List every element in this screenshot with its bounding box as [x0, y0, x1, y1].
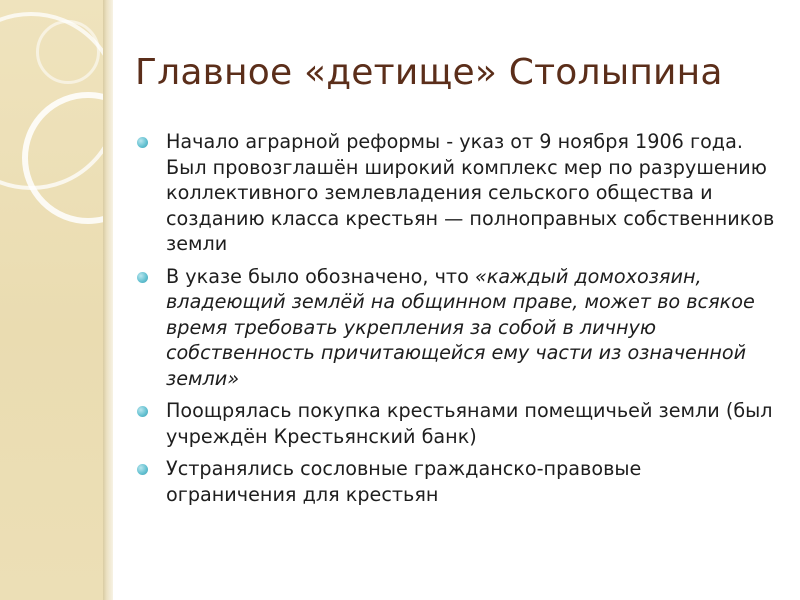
- bullet-icon: [137, 272, 148, 283]
- bullet-quote: «каждый домохозяин, владеющий землёй на общинном праве, может во всякое время требовать укрепления за собой в личную собственность причитающейся ему части из означенной земли»: [166, 264, 755, 390]
- decorative-side-panel: [0, 0, 103, 600]
- bullet-item: [136, 264, 776, 392]
- ring-decoration-icon: [36, 20, 100, 84]
- bullet-icon: [137, 464, 148, 475]
- bullet-item: [136, 398, 776, 449]
- side-panel-edge: [103, 0, 113, 600]
- bullet-text: Начало аграрной реформы - указ от 9 ноября 1906 года. Был провозглашён широкий комплекс мер по разрушению коллективного землевладения сельского общества и созданию класса крестьян — полноправных собственников земли: [166, 130, 775, 255]
- bullet-icon: [137, 406, 148, 417]
- bullet-list: [136, 129, 776, 514]
- bullet-text: В указе было обозначено, что: [166, 264, 475, 288]
- bullet-item: [136, 129, 776, 257]
- bullet-text: Поощрялась покупка крестьянами помещичьей земли (был учреждён Крестьянский банк): [166, 399, 773, 448]
- bullet-icon: [137, 137, 148, 148]
- slide-title: Главное «детище» Столыпина: [135, 52, 723, 93]
- bullet-text: Устранялись сословные гражданско-правовые ограничения для крестьян: [166, 457, 642, 506]
- bullet-item: [136, 456, 776, 507]
